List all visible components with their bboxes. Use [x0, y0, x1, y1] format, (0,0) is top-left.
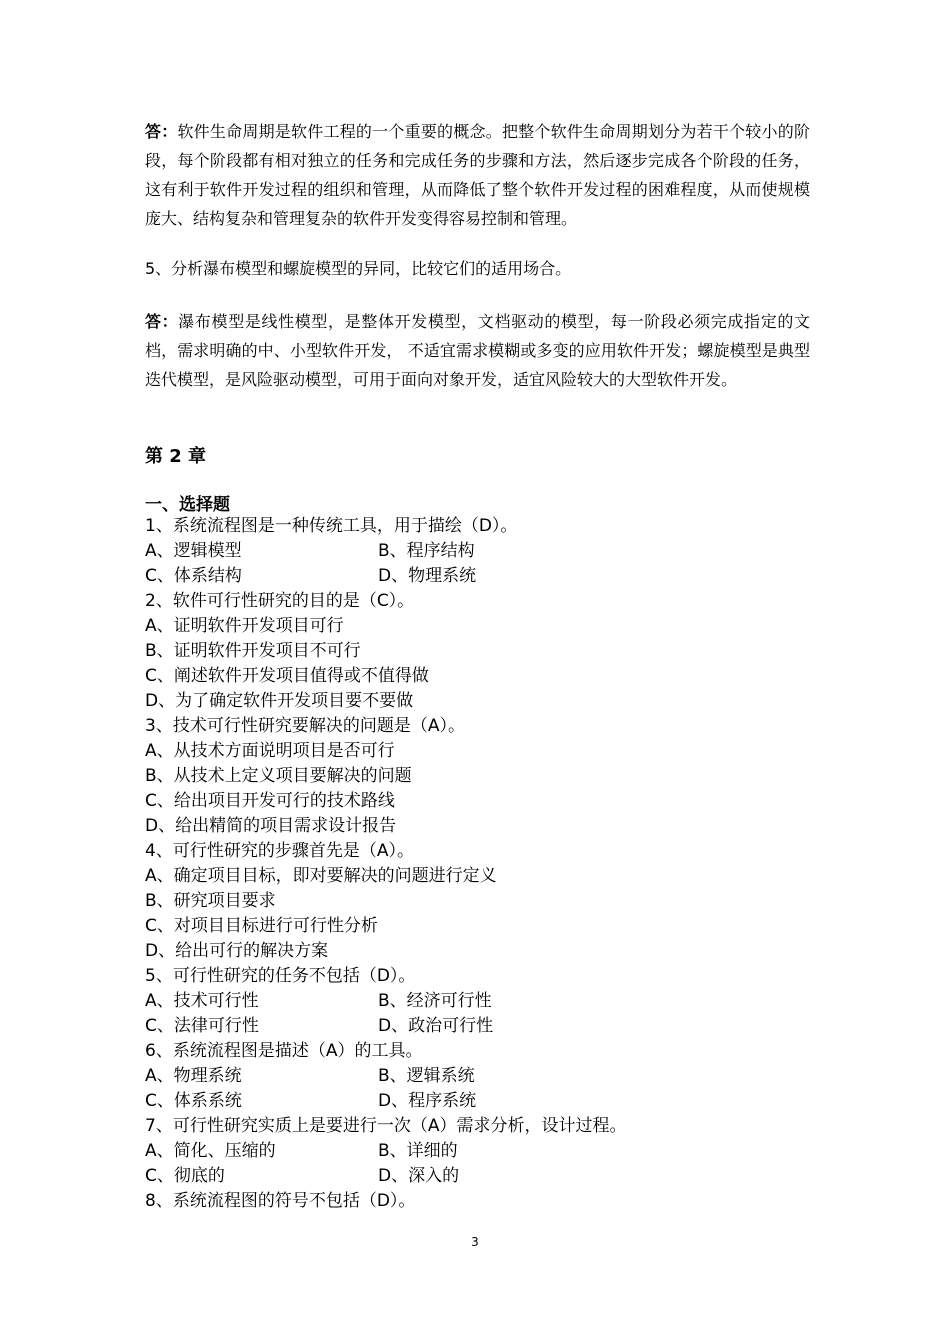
line-text: 5、可行性研究的任务不包括（D）。: [145, 966, 416, 986]
answer-paragraph-1: [145, 117, 810, 233]
line-text: B、证明软件开发项目不可行: [145, 641, 361, 661]
list-item: [145, 989, 825, 1014]
list-item: [145, 739, 825, 764]
line-text: C、体系结构: [145, 566, 242, 586]
line-text: A、逻辑模型: [145, 541, 242, 561]
answer-label: 答：: [145, 312, 179, 331]
page-number: 3: [471, 1235, 479, 1249]
line-text: 6、系统流程图是描述（A）的工具。: [145, 1041, 423, 1061]
list-item: [145, 914, 825, 939]
option-text: D、政治可行性: [378, 1016, 494, 1036]
line-text: D、给出精简的项目需求设计报告: [145, 816, 397, 836]
option-text: D、深入的: [378, 1166, 460, 1186]
line-text: D、为了确定软件开发项目要不要做: [145, 691, 414, 711]
list-item: [145, 614, 825, 639]
list-item: [145, 1039, 825, 1064]
line-text: B、研究项目要求: [145, 891, 276, 911]
line-text: A、物理系统: [145, 1066, 242, 1086]
option-text: B、详细的: [378, 1141, 458, 1161]
list-item: [145, 1014, 825, 1039]
line-text: A、简化、压缩的: [145, 1141, 276, 1161]
line-text: 7、可行性研究实质上是要进行一次（A）需求分析，设计过程。: [145, 1116, 627, 1136]
answer-paragraph-2: [145, 307, 810, 394]
list-item: [145, 814, 825, 839]
line-text: C、彻底的: [145, 1166, 225, 1186]
option-text: B、逻辑系统: [378, 1066, 475, 1086]
line-text: A、确定项目目标，即对要解决的问题进行定义: [145, 866, 497, 886]
question-list: [145, 514, 825, 1214]
line-text: A、技术可行性: [145, 991, 259, 1011]
list-item: [145, 864, 825, 889]
list-item: [145, 689, 825, 714]
list-item: [145, 539, 825, 564]
line-text: 3、技术可行性研究要解决的问题是（A）。: [145, 716, 465, 736]
chapter-heading: 第 2 章: [145, 446, 207, 467]
list-item: [145, 839, 825, 864]
list-item: [145, 589, 825, 614]
list-item: [145, 964, 825, 989]
list-item: [145, 564, 825, 589]
line-text: 4、可行性研究的步骤首先是（A）。: [145, 841, 414, 861]
list-item: [145, 1114, 825, 1139]
line-text: C、给出项目开发可行的技术路线: [145, 791, 395, 811]
list-item: [145, 639, 825, 664]
list-item: [145, 1064, 825, 1089]
list-item: [145, 939, 825, 964]
list-item: [145, 714, 825, 739]
list-item: [145, 789, 825, 814]
list-item: [145, 889, 825, 914]
list-item: [145, 764, 825, 789]
line-text: 2、软件可行性研究的目的是（C）。: [145, 591, 415, 611]
list-item: [145, 1139, 825, 1164]
line-text: A、证明软件开发项目可行: [145, 616, 344, 636]
list-item: [145, 664, 825, 689]
option-text: D、程序系统: [378, 1091, 477, 1111]
line-text: 8、系统流程图的符号不包括（D）。: [145, 1191, 416, 1211]
option-text: B、程序结构: [378, 541, 475, 561]
line-text: 1、系统流程图是一种传统工具，用于描绘（D）。: [145, 516, 518, 536]
option-text: D、物理系统: [378, 566, 477, 586]
line-text: C、体系系统: [145, 1091, 242, 1111]
line-text: C、阐述软件开发项目值得或不值得做: [145, 666, 429, 686]
line-text: B、从技术上定义项目要解决的问题: [145, 766, 412, 786]
list-item: [145, 1164, 825, 1189]
line-text: A、从技术方面说明项目是否可行: [145, 741, 395, 761]
line-text: D、给出可行的解决方案: [145, 941, 329, 961]
answer-label: 答：: [145, 122, 178, 141]
option-text: B、经济可行性: [378, 991, 492, 1011]
question-5: 5、分析瀑布模型和螺旋模型的异同，比较它们的适用场合。: [145, 259, 572, 278]
answer-text: 瀑布模型是线性模型，是整体开发模型，文档驱动的模型，每一阶段必须完成指定的文档，需求明确的中、小型软件开发， 不适宜需求模糊或多变的应用软件开发；螺旋模型是典型迭代模型，是风险驱动模型，可用于面向对象开发，适宜风险较大的大型软件开发。: [145, 312, 810, 389]
list-item: [145, 1189, 825, 1214]
line-text: C、法律可行性: [145, 1016, 259, 1036]
answer-text: 软件生命周期是软件工程的一个重要的概念。把整个软件生命周期划分为若干个较小的阶段，每个阶段都有相对独立的任务和完成任务的步骤和方法，然后逐步完成各个阶段的任务，这有利于软件开发过程的组织和管理，从而降低了整个软件开发过程的困难程度，从而使规模庞大、结构复杂和管理复杂的软件开发变得容易控制和管理。: [145, 122, 810, 228]
list-item: [145, 514, 825, 539]
section-heading: 一、选择题: [145, 495, 230, 515]
line-text: C、对项目目标进行可行性分析: [145, 916, 378, 936]
list-item: [145, 1089, 825, 1114]
